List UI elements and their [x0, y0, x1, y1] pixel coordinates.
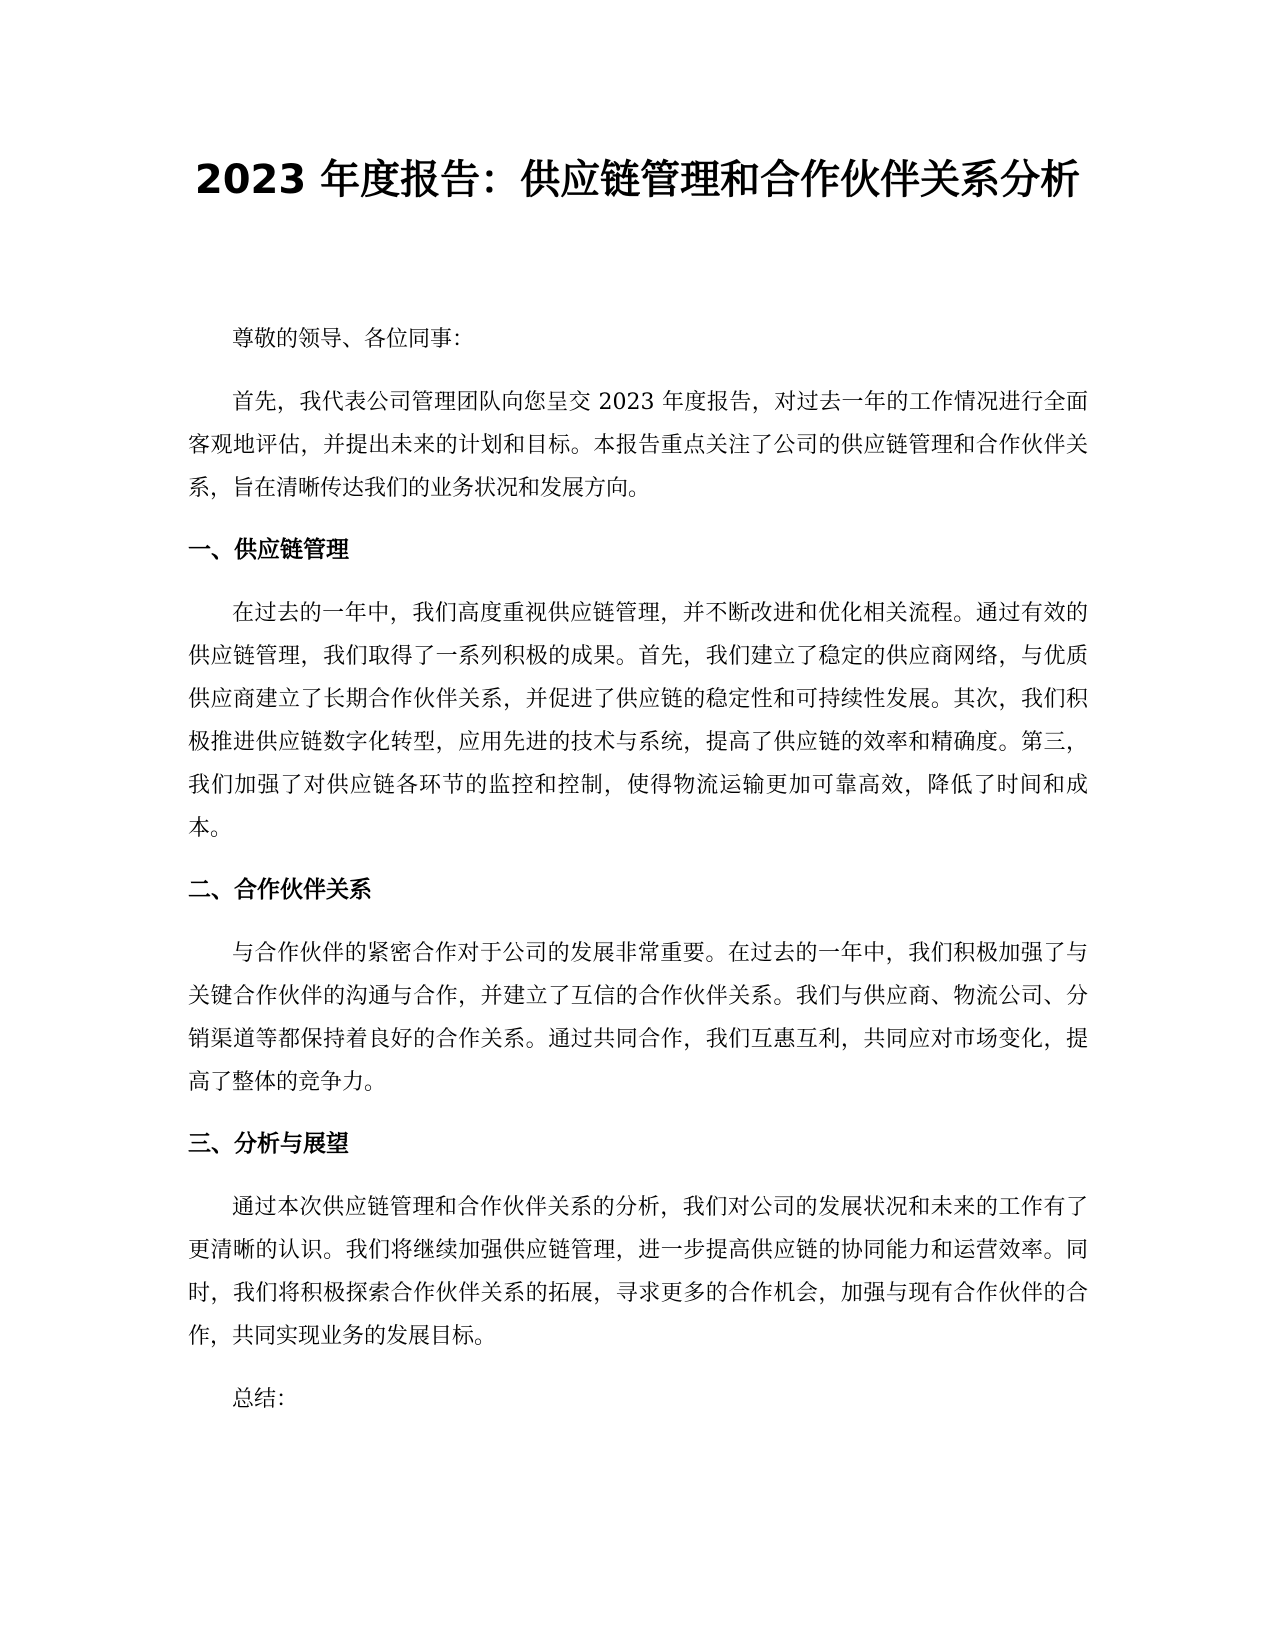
greeting: 尊敬的领导、各位同事：	[232, 327, 475, 352]
document-body	[188, 318, 1088, 1441]
section-body-supply-chain: 在过去的一年中，我们高度重视供应链管理，并不断改进和优化相关流程。通过有效的供应链管理，我们取得了一系列积极的成果。首先，我们建立了稳定的供应商网络，与优质供应商建立了长期合作伙伴关系，并促进了供应链的稳定性和可持续性发展。其次，我们积极推进供应链数字化转型，应用先进的技术与系统，提高了供应链的效率和精确度。第三，我们加强了对供应链各环节的监控和控制，使得物流运输更加可靠高效，降低了时间和成本。	[188, 601, 1088, 841]
document-title: 2023 年度报告：供应链管理和合作伙伴关系分析	[194, 157, 1081, 203]
section-body-analysis-outlook: 通过本次供应链管理和合作伙伴关系的分析，我们对公司的发展状况和未来的工作有了更清晰的认识。我们将继续加强供应链管理，进一步提高供应链的协同能力和运营效率。同时，我们将积极探索合作伙伴关系的拓展，寻求更多的合作机会，加强与现有合作伙伴的合作，共同实现业务的发展目标。	[188, 1195, 1088, 1349]
section-heading-analysis-outlook: 三、分析与展望	[188, 1131, 349, 1157]
intro-paragraph: 首先，我代表公司管理团队向您呈交 2023 年度报告，对过去一年的工作情况进行全面客观地评估，并提出未来的计划和目标。本报告重点关注了公司的供应链管理和合作伙伴关系，旨在清晰传达我们的业务状况和发展方向。	[188, 390, 1088, 501]
section-heading-supply-chain: 一、供应链管理	[188, 537, 349, 563]
section-body-partnerships: 与合作伙伴的紧密合作对于公司的发展非常重要。在过去的一年中，我们积极加强了与关键合作伙伴的沟通与合作，并建立了互信的合作伙伴关系。我们与供应商、物流公司、分销渠道等都保持着良好的合作关系。通过共同合作，我们互惠互利，共同应对市场变化，提高了整体的竞争力。	[188, 941, 1088, 1095]
closing-label: 总结：	[232, 1387, 299, 1412]
section-heading-partnerships: 二、合作伙伴关系	[188, 877, 372, 903]
